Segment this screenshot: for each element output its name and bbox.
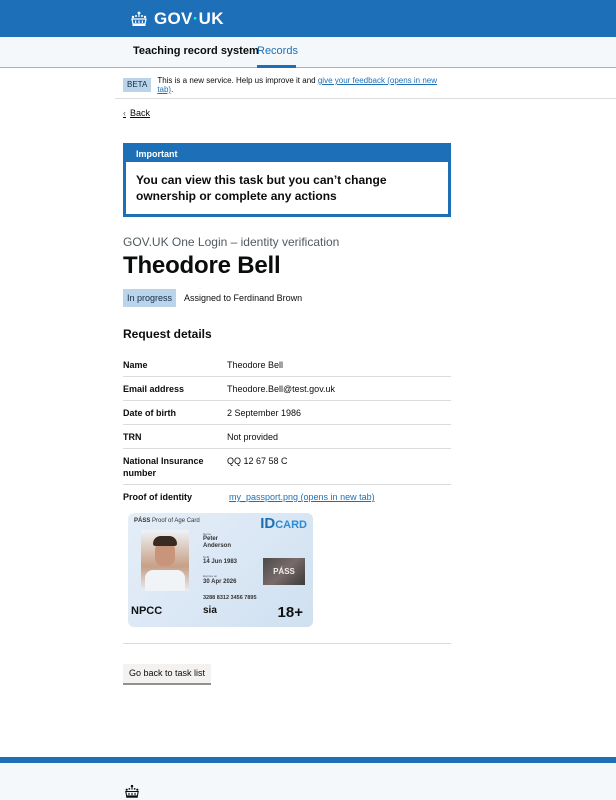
summary-key: Date of birth xyxy=(123,408,176,418)
chevron-left-icon: ‹ xyxy=(123,108,126,118)
summary-key: Name xyxy=(123,360,148,370)
card-expires-label: Expires on xyxy=(203,574,218,578)
page-caption: GOV.UK One Login – identity verification xyxy=(123,235,340,249)
card-number: 3288 8312 3456 7895 xyxy=(203,595,257,601)
summary-key: National Insurance number xyxy=(123,456,204,478)
service-name[interactable]: Teaching record system xyxy=(133,45,259,57)
summary-value: QQ 12 67 58 C xyxy=(227,456,288,466)
proof-of-identity-image xyxy=(128,513,313,627)
card-dob: 14 Jun 1983 xyxy=(203,559,238,565)
summary-value xyxy=(227,485,451,508)
feedback-link[interactable]: give your feedback (opens in new tab) xyxy=(157,76,438,94)
crown-icon xyxy=(130,11,148,27)
summary-row-name xyxy=(123,353,451,377)
sia-logo: sia xyxy=(203,605,217,616)
govuk-logo-text: GOV·UK xyxy=(154,9,224,28)
summary-row-proof-of-identity xyxy=(123,485,451,508)
my-id-card-logo: IDCARD xyxy=(260,515,307,532)
summary-row-national-insurance xyxy=(123,449,451,485)
summary-key: Email address xyxy=(123,384,185,394)
card-brand: PÁSS Proof of Age Card xyxy=(134,518,200,524)
go-back-to-task-list-button[interactable]: Go back to task list xyxy=(123,664,211,683)
important-notification-banner xyxy=(123,143,451,217)
nav-item-records[interactable]: Records xyxy=(257,45,298,57)
card-name-first: Peter xyxy=(203,536,219,542)
assigned-to-text: Assigned to Ferdinand Brown xyxy=(184,293,303,303)
summary-row-date-of-birth xyxy=(123,401,451,425)
beta-tag: BETA xyxy=(123,78,151,92)
npcc-logo: NPCC xyxy=(131,605,163,617)
request-details-heading: Request details xyxy=(123,327,212,341)
summary-row-trn xyxy=(123,425,451,449)
summary-row-email xyxy=(123,377,451,401)
proof-of-identity-link[interactable]: my_passport.png (opens in new tab) xyxy=(229,492,375,502)
notification-title: Important xyxy=(126,146,448,162)
summary-key: TRN xyxy=(123,432,142,442)
active-nav-indicator xyxy=(257,65,296,68)
summary-key: Proof of identity xyxy=(123,492,192,502)
crown-icon xyxy=(124,784,140,799)
govuk-footer xyxy=(0,757,616,800)
card-photo xyxy=(141,530,189,591)
summary-value: Not provided xyxy=(227,432,279,442)
phase-banner-text: This is a new service. Help us improve it and give your feedback (opens in new tab). xyxy=(157,76,438,94)
status-badge: In progress xyxy=(123,289,176,307)
section-divider xyxy=(123,643,451,644)
pass-hologram: PÁSS xyxy=(263,558,305,585)
summary-value: Theodore Bell xyxy=(227,360,284,370)
card-dob-label: DoB xyxy=(203,555,209,559)
card-expires: 30 Apr 2026 xyxy=(203,579,237,585)
summary-value: Theodore.Bell@test.gov.uk xyxy=(227,384,336,394)
status-row xyxy=(123,289,302,307)
govuk-logo-link[interactable] xyxy=(130,9,224,29)
card-name-last: Anderson xyxy=(203,543,232,549)
age-badge: 18+ xyxy=(277,604,303,621)
back-link[interactable]: ‹ Back xyxy=(123,108,151,118)
page-title: Theodore Bell xyxy=(123,252,281,279)
card-name-label: Name xyxy=(203,532,212,536)
service-navigation xyxy=(0,37,616,68)
phase-banner-divider xyxy=(115,98,616,99)
request-details-summary-list xyxy=(123,353,451,508)
summary-value: 2 September 1986 xyxy=(227,408,302,418)
notification-heading: You can view this task but you can’t change ownership or complete any actions xyxy=(136,173,387,203)
govuk-header xyxy=(0,0,616,37)
phase-banner xyxy=(123,78,451,92)
